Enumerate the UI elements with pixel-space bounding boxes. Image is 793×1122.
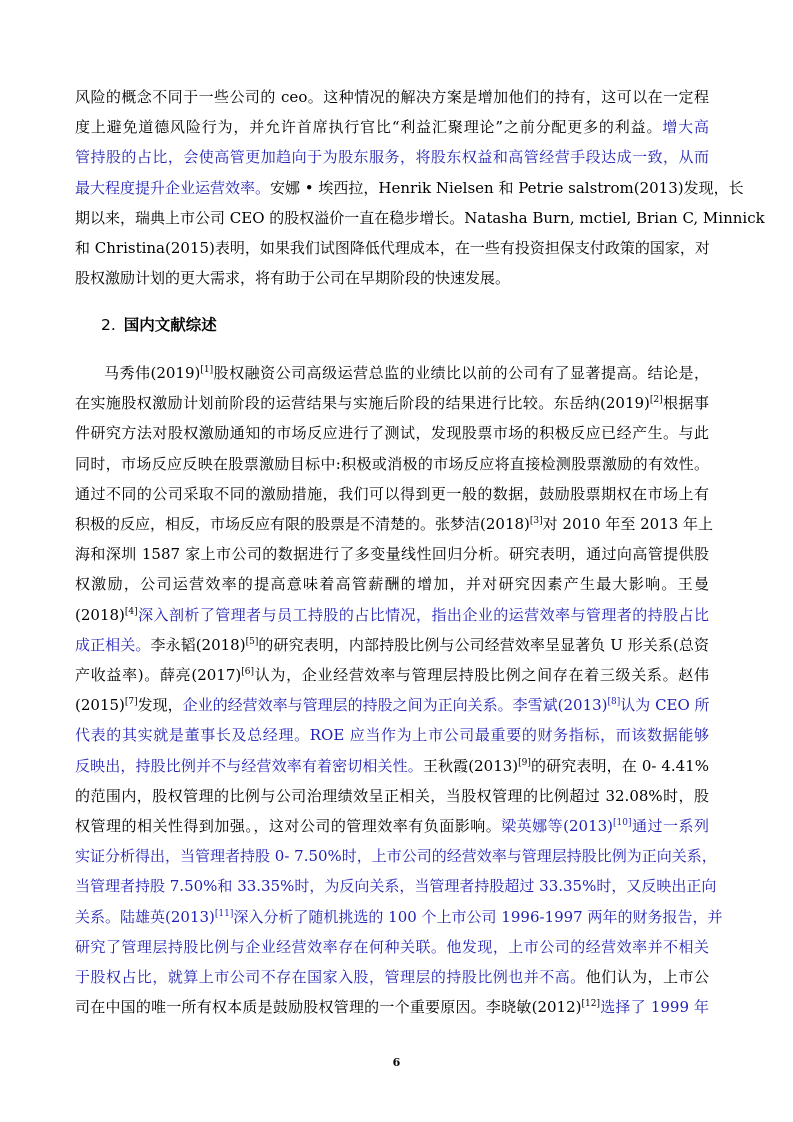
text-line bbox=[75, 117, 709, 137]
text-segment: (2018) bbox=[75, 605, 125, 624]
text-segment: 马秀伟(2019) bbox=[104, 364, 201, 382]
citation-ref: [9] bbox=[518, 757, 531, 768]
text-segment: 代表的其实就是董事长及总经理。ROE 应当作为上市公司最重要的财务指标，而该数据能够 bbox=[75, 726, 709, 745]
section-number: 2. bbox=[101, 316, 116, 334]
text-segment: 风险的概念不同于一些公司的 ceo。这种情况的解决方案是增加他们的持有，这可以在一定程 bbox=[75, 88, 709, 106]
text-segment: 安娜 • 埃西拉，Henrik Nielsen 和 Petrie salstrom(2013)发现，长 bbox=[270, 178, 744, 197]
text-segment: 权激励，公司运营效率的提高意味着高管薪酬的增加，并对研究因素产生最大影响。王曼 bbox=[75, 575, 709, 594]
text-segment: 根据事 bbox=[662, 394, 709, 413]
text-segment: 度上避免道德风险行为，并允许首席执行官比“利益汇聚理论”之前分配更多的利益。 bbox=[75, 118, 663, 137]
text-line bbox=[75, 937, 709, 957]
text-line bbox=[75, 208, 765, 228]
text-line bbox=[104, 363, 709, 383]
text-segment: 同时，市场反应反映在股票激励目标中:积极或消极的市场反应将直接检测股票激励的有效性。 bbox=[75, 454, 709, 473]
text-line bbox=[75, 967, 709, 987]
text-segment: 股权融资公司高级运营总监的业绩比以前的公司有了显著提高。结论是， bbox=[213, 364, 709, 382]
text-segment: 的范围内，股权管理的比例与公司治理绩效呈正相关，当股权管理的比例超过 32.08%时，股 bbox=[75, 786, 709, 805]
text-segment: 深入分析了随机挑选的 100 个上市公司 1996-1997 两年的财务报告，并 bbox=[233, 907, 723, 926]
text-segment: 深入剖析了管理者与员工持股的占比情况，指出企业的运营效率与管理者的持股占比 bbox=[137, 605, 709, 624]
text-segment: 的研究表明，在 0- 4.41% bbox=[530, 756, 709, 775]
text-segment: 当管理者持股 7.50%和 33.35%时，为反向关系，当管理者持股超过 33.35%时，又反映出正向 bbox=[75, 877, 717, 896]
text-segment: 发现， bbox=[137, 696, 183, 715]
text-segment: 通过不同的公司采取不同的激励措施，我们可以得到更一般的数据，鼓励股票期权在市场上有 bbox=[75, 484, 709, 503]
text-segment: 在实施股权激励计划前阶段的运营结果与实施后阶段的结果进行比较。东岳纳(2019) bbox=[75, 394, 650, 413]
text-segment: 司在中国的唯一所有权本质是鼓励股权管理的一个重要原因。李晓敏(2012) bbox=[75, 998, 582, 1017]
text-line bbox=[75, 423, 709, 443]
text-segment: 产收益率)。薛亮(2017) bbox=[75, 666, 242, 684]
text-line bbox=[75, 756, 709, 776]
text-line bbox=[75, 605, 709, 625]
text-segment: 成正相关。 bbox=[75, 635, 151, 654]
text-segment: 于股权占比，就算上市公司不存在国家入股，管理层的持股比例也并不高。 bbox=[75, 968, 586, 986]
text-segment: 王秋霞(2013) bbox=[422, 756, 519, 775]
citation-ref: [7] bbox=[124, 697, 138, 708]
text-segment: 增大高 bbox=[662, 118, 709, 137]
text-segment: 反映出，持股比例并不与经营效率有着密切相关性。 bbox=[75, 756, 423, 775]
text-segment: 的研究表明，内部持股比例与公司经营效率呈显著负 U 形关系(总资 bbox=[258, 635, 709, 654]
text-segment: 认为 CEO 所 bbox=[620, 696, 710, 715]
text-line bbox=[75, 665, 709, 685]
text-line bbox=[75, 484, 709, 504]
citation-ref: [4] bbox=[124, 606, 138, 617]
text-line bbox=[75, 725, 709, 745]
text-segment: 他们认为，上市公 bbox=[585, 968, 709, 986]
text-line bbox=[75, 876, 717, 896]
section-title: 国内文献综述 bbox=[123, 316, 217, 334]
text-line bbox=[75, 268, 709, 288]
citation-ref: [8] bbox=[607, 697, 621, 708]
text-segment: 梁英娜等(2013) bbox=[501, 817, 614, 835]
text-line bbox=[75, 695, 709, 715]
text-line bbox=[75, 544, 709, 564]
text-segment: 积极的反应，相反，市场反应有限的股票是不清楚的。张梦洁(2018) bbox=[75, 515, 530, 533]
text-line bbox=[75, 574, 709, 594]
text-line bbox=[75, 178, 744, 198]
text-segment: 对 2010 年至 2013 年上 bbox=[542, 515, 714, 533]
text-line bbox=[75, 514, 714, 534]
text-line bbox=[75, 786, 709, 806]
section-heading bbox=[101, 314, 217, 336]
text-segment: 李永韬(2018) bbox=[150, 635, 246, 654]
text-line bbox=[75, 454, 709, 474]
text-segment: 最大程度提升企业运营效率。 bbox=[75, 178, 271, 197]
citation-ref: [6] bbox=[241, 667, 254, 677]
text-line bbox=[75, 997, 709, 1017]
text-line bbox=[75, 393, 709, 413]
citation-ref: [1] bbox=[200, 365, 214, 375]
text-line bbox=[75, 147, 709, 167]
text-segment: 研究了管理层持股比例与企业经营效率存在何种关联。他发现，上市公司的经营效率并不相关 bbox=[75, 937, 709, 956]
page-number: 6 bbox=[392, 1056, 401, 1069]
text-segment: 实证分析得出，当管理者持股 0- 7.50%时，上市公司的经营效率与管理层持股比例为正向关系， bbox=[75, 847, 717, 866]
text-segment: 海和深圳 1587 家上市公司的数据进行了多变量线性回归分析。研究表明，通过向高管提供股 bbox=[75, 545, 709, 564]
text-segment: 选择了 1999 年 bbox=[599, 998, 709, 1017]
text-segment: 期以来，瑞典上市公司 CEO 的股权溢价一直在稳步增长。Natasha Burn, mctiel, Brian C, Minnick bbox=[75, 208, 765, 227]
text-line bbox=[75, 816, 709, 836]
citation-ref: [3] bbox=[529, 516, 543, 526]
citation-ref: [10] bbox=[613, 818, 632, 828]
text-line bbox=[75, 846, 717, 866]
text-line bbox=[75, 635, 709, 655]
text-segment: 和 Christina(2015)表明，如果我们试图降低代理成本，在一些有投资担保支付政策的国家，对 bbox=[75, 239, 710, 257]
text-segment: (2015) bbox=[75, 696, 125, 715]
citation-ref: [2] bbox=[649, 395, 663, 406]
citation-ref: [12] bbox=[581, 999, 600, 1010]
citation-ref: [11] bbox=[214, 908, 234, 919]
text-line bbox=[75, 87, 709, 107]
text-segment: 件研究方法对股权激励通知的市场反应进行了测试，发现股票市场的积极反应已经产生。与此 bbox=[75, 424, 709, 443]
text-segment: 认为，企业经营效率与管理层持股比例之间存在着三级关系。赵伟 bbox=[254, 666, 709, 684]
text-segment: 权管理的相关性得到加强。，这对公司的管理效率有负面影响。 bbox=[75, 817, 502, 835]
text-segment: 关系。陆雄英(2013) bbox=[75, 907, 215, 926]
text-segment: 企业的经营效率与管理层的持股之间为正向关系。李雪斌(2013) bbox=[182, 696, 608, 715]
citation-ref: [5] bbox=[245, 636, 259, 647]
text-segment: 管持股的占比，会使高管更加趋向于为股东服务，将股东权益和高管经营手段达成一致，从而 bbox=[75, 148, 709, 167]
text-segment: 通过一系列 bbox=[631, 817, 709, 835]
text-line bbox=[75, 238, 709, 258]
text-segment: 股权激励计划的更大需求，将有助于公司在早期阶段的快速发展。 bbox=[75, 269, 511, 288]
text-line bbox=[75, 907, 723, 927]
